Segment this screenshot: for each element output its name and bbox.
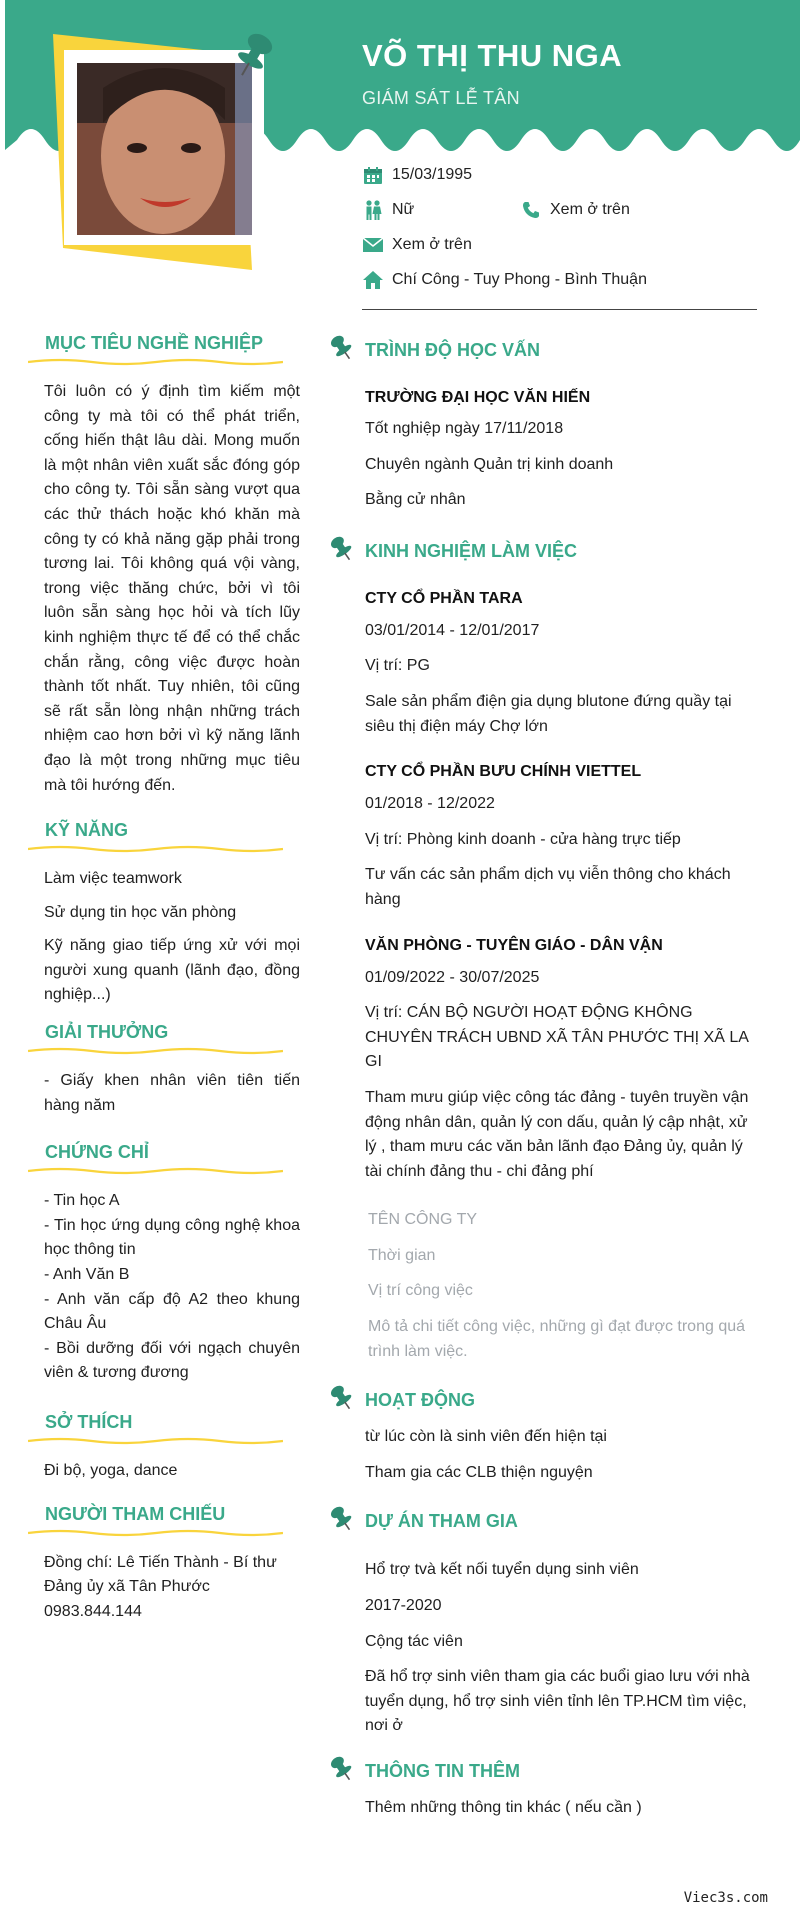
phone-row [520,200,630,220]
job-placeholder [365,1208,758,1364]
watermark: Viec3s.com [683,1890,768,1906]
job-company: VĂN PHÒNG - TUYÊN GIÁO - DÂN VẬN [365,936,663,954]
project-description: Đã hổ trợ sinh viên tham gia các buổi giao lưu với nhà tuyển dụng, hổ trợ sinh viên tỉnh lên TP.HCM tìm việc, nơi ở [365,1668,750,1735]
job-description: Sale sản phẩm điện gia dụng blutone đứng quầy tại siêu thị điện máy Chợ lớn [365,692,732,735]
awards-text: - Giấy khen nhân viên tiên tiến hàng năm [44,1072,300,1114]
heading-wave-divider [28,1047,283,1055]
objective-text: Tôi luôn có ý định tìm kiếm một công ty mà tôi có thể phát triển, cống hiến thật lâu dài. Mong muốn là một nhân viên xuất sắc đóng góp cho công ty. Tôi sẵn sàng vượt qua các thử thách hoặc khó khăn mà công ty có khả năng gặp phải trong tương lai. Tôi không quá vội vàng, trong việc thăng chức, bởi vì tôi luôn sẵn sàng học hỏi và tích lũy kinh nghiệm thực tế để có thể chắc chắn rằng, công việc được hoàn thành tốt nhất. Tuy nhiên, tôi cũng sẽ rất sẵn lòng nhận những trách nhiệm cao hơn bởi vì kỹ năng lãnh đạo là một trong những mục tiêu mà tôi hướng đến. [44,383,300,794]
certificates-list [28,1189,300,1386]
job-company: CTY CỔ PHẦN BƯU CHÍNH VIETTEL [365,763,642,781]
placeholder-description: Mô tả chi tiết công việc, những gì đạt được trong quá trình làm việc. [368,1318,746,1360]
job-period: 01/2018 - 12/2022 [365,795,495,813]
gender-row [362,200,414,220]
extra-text: Thêm những thông tin khác ( nếu cần ) [365,1799,642,1816]
activities-heading-text: HOẠT ĐỘNG [365,1390,475,1411]
project-role: Cộng tác viên [365,1632,463,1650]
placeholder-position: Vị trí công việc [368,1282,473,1300]
objective-heading: MỤC TIÊU NGHỀ NGHIỆP [45,333,264,353]
heading-wave-divider [28,358,283,366]
phone-value: Xem ở trên [550,201,630,218]
email-row [362,235,472,255]
heading-wave-divider [28,845,283,853]
gender-icon [362,200,384,220]
job-position: Vị trí: Phòng kinh doanh - cửa hàng trực tiếp [365,830,681,848]
heading-wave-divider [28,1529,283,1537]
experience-section [328,541,758,1364]
skills-list [28,867,300,1008]
experience-heading-text: KINH NGHIỆM LÀM VIỆC [365,540,578,561]
activities-line: Tham gia các CLB thiện nguyện [365,1463,593,1481]
candidate-title: GIÁM SÁT LỄ TÂN [362,88,520,108]
activities-heading [365,1390,758,1411]
job-period: 01/09/2022 - 30/07/2025 [365,968,540,986]
certificates-heading: CHỨNG CHỈ [45,1142,149,1163]
references-heading: NGƯỜI THAM CHIẾU [45,1503,226,1524]
hobbies-heading: SỞ THÍCH [45,1412,133,1432]
awards-heading: GIẢI THƯỞNG [45,1022,169,1043]
address-row [362,270,647,290]
education-section [328,340,758,513]
heading-wave-divider [28,1167,283,1175]
projects-section [328,1511,758,1739]
certificate-item: - Tin học A [44,1192,120,1210]
reference-phone: 0983.844.144 [44,1602,142,1620]
gender-value: Nữ [392,201,415,218]
references-block [28,1551,300,1625]
job-description: Tư vấn các sản phẩm dịch vụ viễn thông cho khách hàng [365,866,731,908]
left-column [28,333,300,1624]
extra-heading-text: THÔNG TIN THÊM [365,1761,520,1781]
skill-item: Làm việc teamwork [44,870,182,888]
skill-item: Kỹ năng giao tiếp ứng xử với mọi người xung quanh (lãnh đạo, đồng nghiệp...) [44,937,300,1004]
candidate-name: VÕ THỊ THU NGA [362,38,623,73]
projects-heading-text: DỰ ÁN THAM GIA [365,1511,518,1532]
project-name: Hổ trợ tvà kết nối tuyển dụng sinh viên [365,1561,639,1579]
education-school: TRƯỜNG ĐẠI HỌC VĂN HIẾN [365,389,591,406]
project-period: 2017-2020 [365,1597,442,1615]
pushpin-icon [328,1755,356,1783]
pushpin-icon [328,334,356,362]
extra-heading [365,1761,758,1782]
placeholder-company: TÊN CÔNG TY [368,1211,478,1229]
certificate-item: - Anh văn cấp độ A2 theo khung Châu Âu [44,1290,300,1333]
placeholder-period: Thời gian [368,1246,436,1264]
education-degree: Bằng cử nhân [365,491,466,509]
activities-line: từ lúc còn là sinh viên đến hiện tại [365,1428,607,1446]
email-icon [362,235,384,255]
reference-contact: Đồng chí: Lê Tiến Thành - Bí thư Đảng ủy xã Tân Phước [44,1553,277,1596]
education-major: Chuyên ngành Quản trị kinh doanh [365,455,614,473]
job-position: Vị trí: PG [365,657,430,675]
contact-divider [362,309,757,310]
pushpin-icon [328,1384,356,1412]
job-position: Vị trí: CÁN BỘ NGƯỜI HOẠT ĐỘNG KHÔNG CHUYÊN TRÁCH UBND XÃ TÂN PHƯỚC THỊ XÃ LA GI [365,1004,749,1071]
certificate-item: - Anh Văn B [44,1266,130,1284]
phone-icon [520,200,542,220]
job-description: Tham mưu giúp việc công tác đảng - tuyên truyền vận động nhân dân, quản lý con dấu, quản lý cập nhật, xử lý , tham mưu các văn bản lãnh đạo Đảng ủy, quản lý tài chính đảng thu - chi đảng phí [365,1088,749,1180]
pushpin-icon [328,1505,356,1533]
profile-photo [45,28,290,273]
pushpin-icon [328,535,356,563]
email-value: Xem ở trên [392,236,472,253]
birthday-row [362,165,472,185]
activities-section [328,1390,758,1485]
birthday-value: 15/03/1995 [392,166,473,183]
calendar-icon [362,165,384,185]
job-company: CTY CỔ PHẦN TARA [365,589,523,607]
skill-item: Sử dụng tin học văn phòng [44,903,237,921]
home-icon [362,270,384,290]
heading-wave-divider [28,1437,283,1445]
address-value: Chí Công - Tuy Phong - Bình Thuận [392,271,647,288]
projects-heading [365,1511,758,1532]
hobbies-text: Đi bộ, yoga, dance [44,1462,178,1479]
job-period: 03/01/2014 - 12/01/2017 [365,621,540,639]
extra-section [328,1761,758,1821]
certificate-item: - Tin học ứng dụng công nghệ khoa học thông tin [44,1216,300,1259]
certificate-item: - Bồi dưỡng đối với ngạch chuyên viên & tương đương [44,1339,300,1382]
education-heading [365,340,758,361]
skills-heading: KỸ NĂNG [45,820,129,841]
right-column [328,340,758,1821]
education-graduated: Tốt nghiệp ngày 17/11/2018 [365,420,564,437]
experience-heading [365,541,758,562]
education-heading-text: TRÌNH ĐỘ HỌC VẤN [365,340,540,360]
